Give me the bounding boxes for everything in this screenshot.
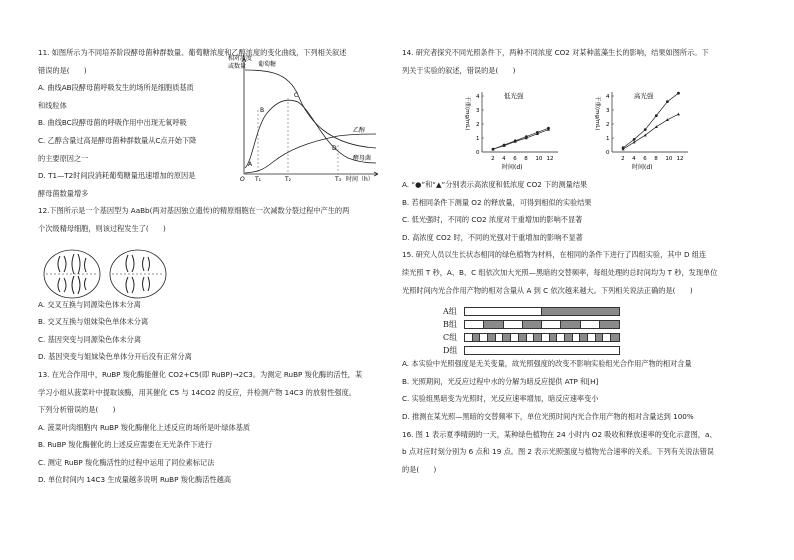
bar-label-d: D组 <box>443 346 458 355</box>
bar-group-b <box>464 320 620 329</box>
x-tick-0-0: 2 <box>491 156 495 162</box>
point-circle-1-5 <box>677 92 680 95</box>
q11-tick-t3: T₃ <box>335 176 342 182</box>
y-tick-1-1: 1 <box>606 136 610 142</box>
q11-option-a-2: 和线粒体 <box>38 100 67 110</box>
x-tick-1-4: 10 <box>665 156 673 162</box>
q14-option-d: D. 高浓度 CO2 时，不同的光强对干重增加的影响不显著 <box>402 232 583 242</box>
q14-stem-2: 列关于实验的叙述，错误的是( ) <box>402 65 516 75</box>
q12-stem-2: 个次级精母细胞，则该过程发生了( ) <box>38 223 166 233</box>
q14-option-c: C. 低光强时，不同的 CO2 浓度对干重增加的影响不显著 <box>402 215 583 225</box>
bar-group-c <box>464 333 620 342</box>
series-line-0-0 <box>493 128 548 149</box>
point-triangle-1-5 <box>677 113 680 116</box>
chart-title-0: 低光强 <box>504 92 524 100</box>
q11-ethanol-curve <box>245 134 376 173</box>
q11-tick-t1: T₁ <box>255 176 262 182</box>
q13-option-c: C. 测定 RuBP 羧化酶活性的过程中运用了同位素标记法 <box>38 457 215 467</box>
y-label-0: 干重(mg/mL) <box>464 96 470 131</box>
q11-label-glucose: 葡萄糖 <box>258 61 277 68</box>
q11-point-d: D <box>332 145 337 152</box>
point-circle-1-3 <box>655 114 658 117</box>
q16-stem: 16. 图 1 表示夏季晴朗的一天，某种绿色植物在 24 小时内 O2 吸收和释放速率的变化示意图，a、 <box>402 429 717 439</box>
q13-option-a: A. 菠菜叶肉细胞内 RuBP 羧化酶催化上述反应的场所是叶绿体基质 <box>38 422 251 432</box>
q11-option-d: D. T1—T2时间段消耗葡萄糖量迅速增加的原因是 <box>38 171 196 181</box>
x-label-1: 时间(d) <box>632 164 653 171</box>
q11-point-b: B <box>260 107 265 114</box>
x-tick-1-3: 8 <box>654 156 658 162</box>
series-line-0-1 <box>493 130 548 150</box>
q11-option-c-2: 的主要原因之一 <box>38 153 89 163</box>
q11-label-yeast: 酵母菌 <box>353 155 372 162</box>
q12-option-a: A. 交叉互换与同源染色体未分离 <box>38 299 141 309</box>
q11-option-d-2: 酵母菌数量增多 <box>38 188 89 198</box>
y-tick-1-3: 3 <box>606 108 610 114</box>
q12-option-c: C. 基因突变与同源染色体未分离 <box>38 334 142 344</box>
q11-label-ethanol: 乙醇 <box>353 127 366 134</box>
q15-stem-3: 光照时间内光合作用产物的相对含量从 A 到 C 依次越来越大。下列相关说法正确的是( ) <box>402 285 693 295</box>
x-tick-0-4: 10 <box>535 156 543 162</box>
y-tick-1-2: 2 <box>606 122 610 128</box>
x-tick-0-5: 12 <box>546 156 554 162</box>
point-circle-1-2 <box>644 128 647 131</box>
q14-option-a: A. “●”和“▲”分别表示高浓度和低浓度 CO2 下的测量结果 <box>402 180 588 189</box>
x-label-0: 时间(d) <box>502 164 523 171</box>
q11-stem: 11. 如图所示为不同培养阶段酵母菌种群数量、葡萄糖浓度和乙醇浓度的变化曲线，下列相关叙述 <box>38 48 347 57</box>
right-column <box>402 44 762 79</box>
q15-option-d: D. 推测在某光照—黑暗的交替频率下，单位光照时间内光合作用产物的相对含量达到 100% <box>402 411 694 421</box>
y-tick-0-2: 2 <box>476 122 480 128</box>
q15-option-b: B. 光照期间，光反应过程中水的分解为暗反应提供 ATP 和[H] <box>402 376 599 386</box>
q16-stem-2: b 点对应时刻分别为 6 点和 19 点。图 2 表示光照强度与植物光合速率的关系。下列有关说法错误 <box>402 447 714 457</box>
y-tick-1-4: 4 <box>606 94 610 100</box>
q11-tick-t2: T₂ <box>285 176 292 182</box>
q11-ylabel: 相对浓度 <box>228 55 253 62</box>
bar-label-a: A组 <box>443 307 457 316</box>
bar-label-c: C组 <box>443 333 458 342</box>
point-triangle-1-3 <box>655 125 658 128</box>
q14-option-b: B. 若相同条件下测量 O2 的释放量，可得到相似的实验结果 <box>402 197 592 207</box>
y-tick-0-4: 4 <box>476 94 480 100</box>
q14-stem: 14. 研究者探究不同光照条件下，两种不同浓度 CO2 对某种蓝藻生长的影响，结果如图所示。下 <box>402 48 709 57</box>
q14-growth-charts <box>460 84 720 176</box>
bar-group-d <box>464 346 620 355</box>
chart-title-1: 高光强 <box>634 92 654 100</box>
y-tick-0-1: 1 <box>476 136 480 142</box>
q12-stem: 12.下图所示是一个基因型为 AaBb(两对基因独立遗传)的精原细胞在一次减数分裂过程中产生的两 <box>38 206 350 216</box>
q11-option-a: A. 曲线AB段酵母菌呼吸发生的场所是细胞质基质 <box>38 83 194 93</box>
bar-group-a <box>464 307 620 316</box>
q15-stem-2: 续光照 T 秒，A、B、C 组依次加大光照—黑暗的交替频率，每组处理的总时间均为 T 秒，发现单位 <box>402 267 718 277</box>
q11-ylabel-2: 或数量 <box>228 63 247 70</box>
q11-option-b: B. 曲线BC段酵母菌的呼吸作用中出现无氧呼吸 <box>38 118 187 128</box>
x-tick-1-2: 6 <box>643 156 647 162</box>
q15-option-a: A. 本实验中光照强度是无关变量，故光照强度的改变不影响实验组光合作用产物的相对含量 <box>402 359 692 369</box>
x-tick-1-5: 12 <box>676 156 684 162</box>
q11-curve-chart <box>228 50 383 182</box>
q11-origin: O <box>240 176 245 182</box>
q15-option-c: C. 实验组黑暗变为光照时，光反应速率增加，暗反应速率变小 <box>402 394 599 404</box>
point-circle-1-4 <box>666 100 669 103</box>
x-tick-1-1: 4 <box>632 156 636 162</box>
y-label-1: 干重(mg/mL) <box>594 96 600 131</box>
q12-option-b: B. 交叉互换与姐妹染色单体未分离 <box>38 317 149 327</box>
q12-cells-diagram <box>40 246 170 302</box>
y-tick-1-0: 0 <box>606 150 610 156</box>
y-tick-0-0: 0 <box>476 150 480 156</box>
q11-xlabel: 时间（h） <box>346 176 374 182</box>
q13-option-b: B. RuBP 羧化酶催化的上述反应需要在无光条件下进行 <box>38 440 213 450</box>
bar-label-b: B组 <box>443 320 457 329</box>
q13-stem-2: 学习小组从菠菜叶中提取该酶，用其催化 C5 与 14CO2 的反应，并检测产物 14C3 的放射性强度。 <box>38 387 356 397</box>
y-tick-0-3: 3 <box>476 108 480 114</box>
q11-point-a: A <box>248 161 253 168</box>
x-tick-0-3: 8 <box>524 156 528 162</box>
q13-stem: 13. 在光合作用中，RuBP 羧化酶能催化 CO2+C5(即 RuBP)→2C3。为测定 RuBP 羧化酶的活性，某 <box>38 369 363 379</box>
q12-option-d: D. 基因突变与姐妹染色单体分开后没有正常分离 <box>38 352 192 362</box>
x-tick-1-0: 2 <box>621 156 625 162</box>
x-tick-0-2: 6 <box>513 156 517 162</box>
q13-stem-3: 下列分析错误的是( ) <box>38 405 116 415</box>
q11-option-c: C. 乙醇含量过高是酵母菌种群数量从C点开始下降 <box>38 135 197 145</box>
q16-stem-3: 的是( ) <box>402 464 437 474</box>
point-circle-1-1 <box>633 138 636 141</box>
q11-point-c: C <box>294 92 299 99</box>
q15-stem: 15. 研究人员以生长状态相同的绿色植物为材料，在相同的条件下进行了四组实验，其中 D 组连 <box>402 250 707 260</box>
q13-option-d: D. 单位时间内 14C3 生成量越多说明 RuBP 羧化酶活性越高 <box>38 475 232 485</box>
series-line-1-0 <box>623 93 678 148</box>
point-triangle-1-1 <box>633 141 636 144</box>
q11-stem-2: 错误的是( ) <box>38 65 87 75</box>
x-tick-0-1: 4 <box>502 156 506 162</box>
series-line-1-1 <box>623 114 678 149</box>
q11-glucose-curve <box>245 70 376 148</box>
